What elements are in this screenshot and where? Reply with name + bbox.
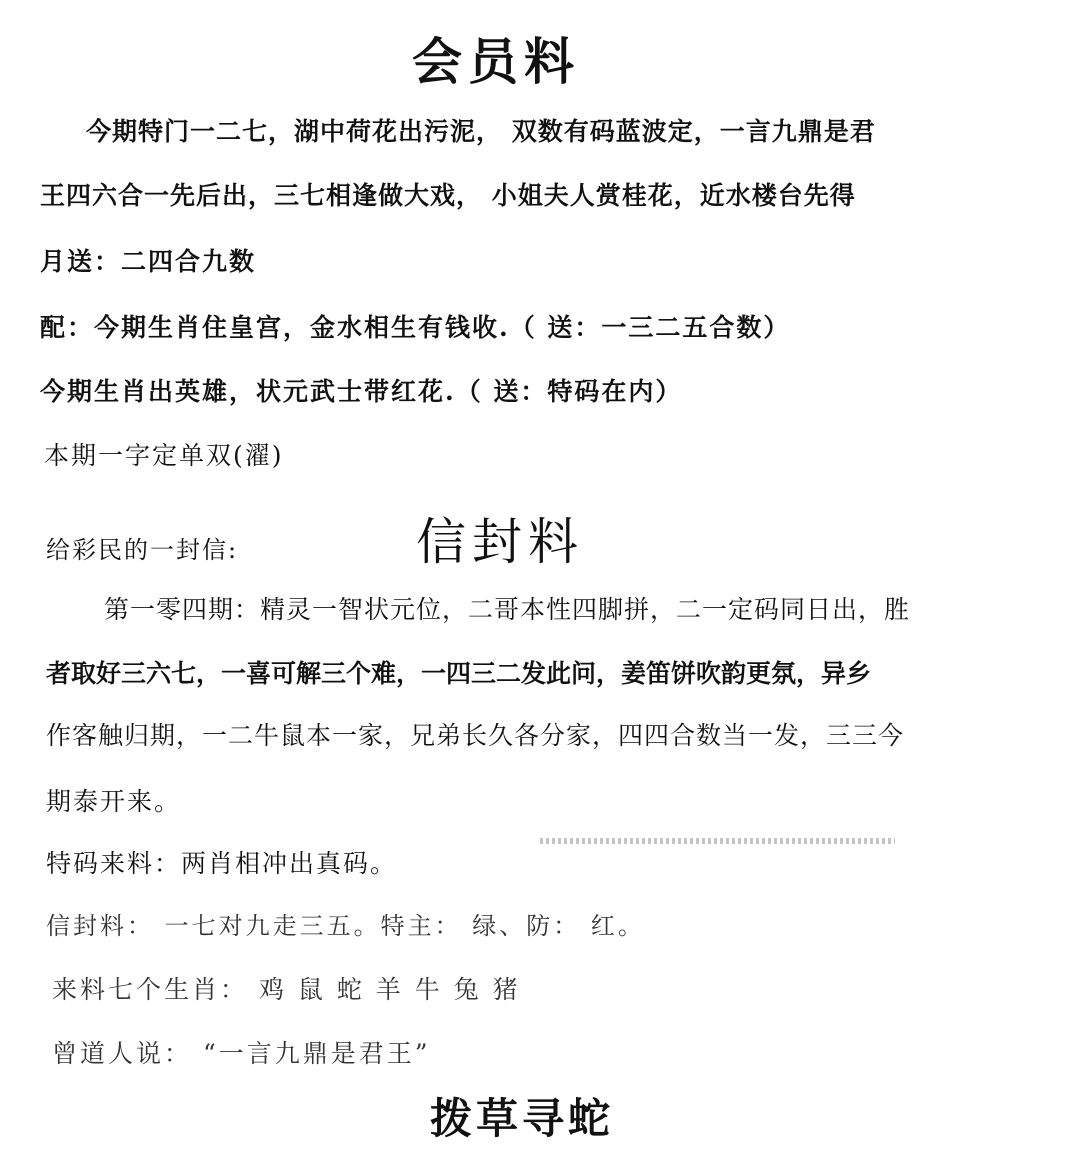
letter-intro: 给彩民的一封信: — [46, 536, 239, 564]
letter-section-title: 信封料 — [416, 513, 584, 571]
member-text-line-1: 今期特门一二七，湖中荷花出污泥， 双数有码蓝波定，一言九鼎是君 — [86, 117, 876, 146]
letter-text-line-4: 期泰开来。 — [46, 787, 182, 816]
member-section-title: 会员料 — [412, 32, 580, 91]
member-text-line-4: 配：今期生肖住皇宫，金水相生有钱收.（ 送：一三二五合数） — [40, 313, 791, 342]
letter-text-line-6: 信封料： 一七对九走三五。特主： 绿、防： 红。 — [46, 912, 645, 940]
member-text-line-5: 今期生肖出英雄，状元武士带红花.（ 送：特码在内） — [40, 377, 683, 406]
letter-text-line-2: 者取好三六七，一喜可解三个难，一四三二发此问，姜笛饼吹韵更氛，异乡 — [46, 659, 872, 688]
member-text-line-3: 月送：二四合九数 — [40, 247, 257, 276]
snake-section-title: 拨草寻蛇 — [430, 1094, 615, 1143]
letter-text-line-8: 曾道人说： “一言九鼎是君王” — [52, 1039, 431, 1068]
letter-text-line-5: 特码来料：两肖相冲出真码。 — [46, 849, 398, 878]
member-text-line-6: 本期一字定单双(濯) — [44, 441, 284, 470]
scan-noise-line — [540, 838, 895, 844]
letter-text-line-1: 第一零四期：精灵一智状元位，二哥本性四脚拼，二一定码同日出，胜 — [104, 595, 911, 624]
letter-text-line-3: 作客触归期，一二牛鼠本一家，兄弟长久各分家，四四合数当一发，三三今 — [46, 721, 905, 750]
member-text-line-2: 王四六合一先后出，三七相逢做大戏， 小姐夫人赏桂花，近水楼台先得 — [40, 181, 856, 210]
letter-text-line-7: 来料七个生肖： 鸡 鼠 蛇 羊 牛 兔 猪 — [52, 975, 521, 1004]
